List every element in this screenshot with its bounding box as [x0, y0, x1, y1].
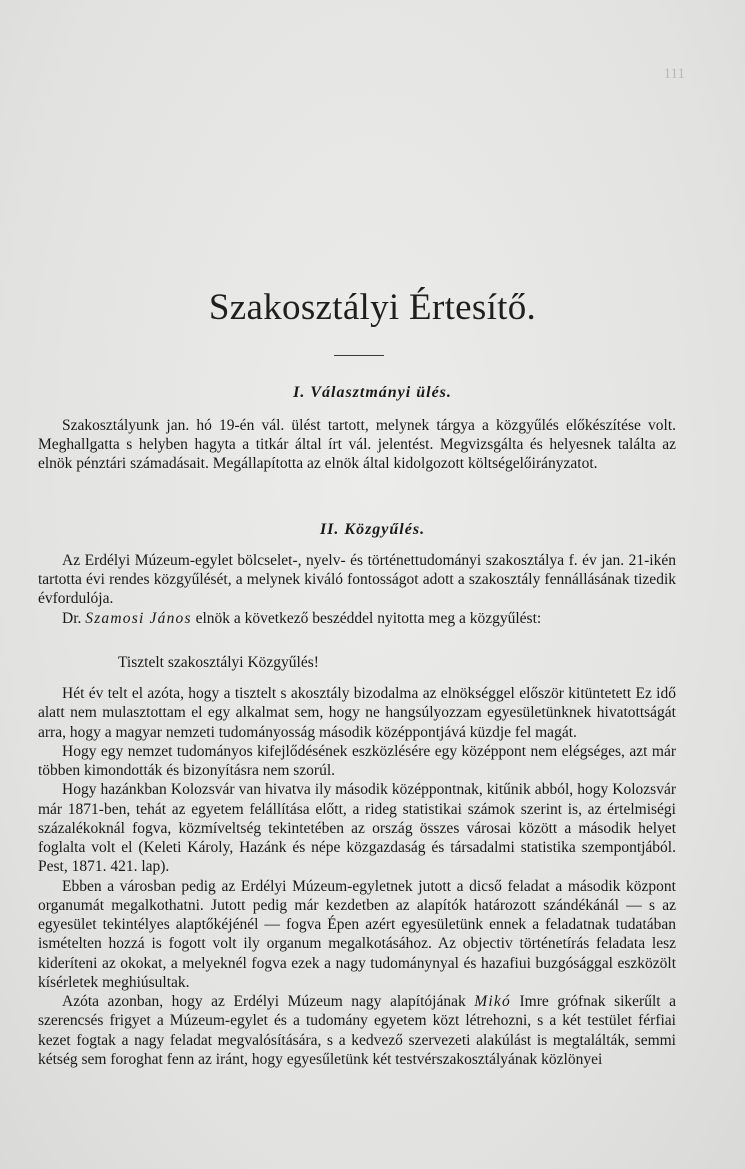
paragraph: Szakosztályunk jan. hó 19-én vál. ülést tartott, melynek tárgya a közgyűlés előkészítése volt. Meghallgatta s helyben hagyta a titkár által írt vál. jelentést. Megvizsgálta és helyesnek találta az elnök pénztári számadásait. Megállapította az elnök által kidolgozott költségelőirányzatot.: [38, 417, 676, 473]
person-name: Mikó: [474, 993, 511, 1010]
paragraph: [38, 609, 676, 628]
paragraph: Az Erdélyi Múzeum-egylet bölcselet-, nyelv- és történettudományi szakosztálya f. év jan. 21-ikén tartotta évi rendes közgyűlését, a melynek kiváló fontosságot adott a szakosztály fennállásának tizedik évfordulója.: [38, 552, 676, 608]
section-heading-1: I. Választmányi ülés.: [293, 384, 452, 401]
paragraph: Ebben a városban pedig az Erdélyi Múzeum-egyletnek jutott a dicső feladat a második központ organumát megalkothatni. Jutott pedig már kezdetben az alapítók határozott szándékánál — s az egyesület tekintélyes alaptőkéjénél — fogva Épen azért egyesületünk ennek a feladatnak tudatában ismételten hozzá is fogott volt ily organum megalkotásához. Az objectiv történetírás feladata lesz kideríteni az okokat, a melyeknél fogva ezek a nagy tudománynyal és hazafiui buzgósággal eszközölt kísérletek meghiúsultak.: [38, 877, 676, 991]
page-number: 111: [663, 66, 685, 82]
section-heading-2: II. Közgyűlés.: [319, 521, 426, 538]
paragraph: Hogy hazánkban Kolozsvár van hivatva ily második középpontnak, kitűnik abból, hogy Kolozsvár már 1871-ben, tehát az egyetem felállítása előtt, a rideg statistikai számok szerint is, az értelmiségi százalékoknál fogva, közmíveltség tekintetében az ország összes városai között a második helyet foglalta volt el (Keleti Károly, Hazánk és népe közgazdaság és társadalmi statistika szempontjából. Pest, 1871. 421. lap).: [38, 781, 676, 876]
page-title: Szakosztályi Értesítő.: [208, 287, 537, 328]
speech-salutation: Tisztelt szakosztályi Közgyűlés!: [118, 654, 319, 671]
person-name: Szamosi János: [85, 609, 192, 627]
text-run: Dr.: [62, 609, 82, 627]
text-run: Azóta azonban, hogy az Erdélyi Múzeum nagy alapítójának: [62, 993, 466, 1010]
paragraph: Hét év telt el azóta, hogy a tisztelt s akosztály bizodalma az elnökséggel először kitüntetett Ez idő alatt nem mulasztottam el egy alkalmat sem, hogy ne hangsúlyozzam egyesületünknek hivatottságát arra, hogy a magyar nemzeti tudományosság második középpontjává küzdje fel magát.: [38, 685, 676, 741]
paragraph: Hogy egy nemzet tudományos kifejlődésének eszközlésére egy középpont nem elégséges, azt már többen kimondották és bizonyításra nem szorúl.: [38, 742, 676, 779]
text-run: Imre grófnak sikerűlt a szerencsés frigyet a Múzeum-egylet és a tudomány egyetem közt létrehozni, s a két testület férfiai kezet fogtak a nagy feladat megvalósítására, s a kedvező szervezeti alakúlást is megtalálták, semmi kétség sem foroghat fenn az iránt, hogy egyesűletünk két testvérszakosztályának közlönyei: [38, 993, 677, 1068]
title-divider: [334, 355, 384, 356]
speech-body: [38, 684, 676, 1069]
section-2-body: [38, 551, 676, 628]
section-1-body: [38, 416, 676, 474]
paragraph: [38, 992, 676, 1069]
text-run: elnök a következő beszéddel nyitotta meg a közgyűlést:: [195, 609, 542, 627]
